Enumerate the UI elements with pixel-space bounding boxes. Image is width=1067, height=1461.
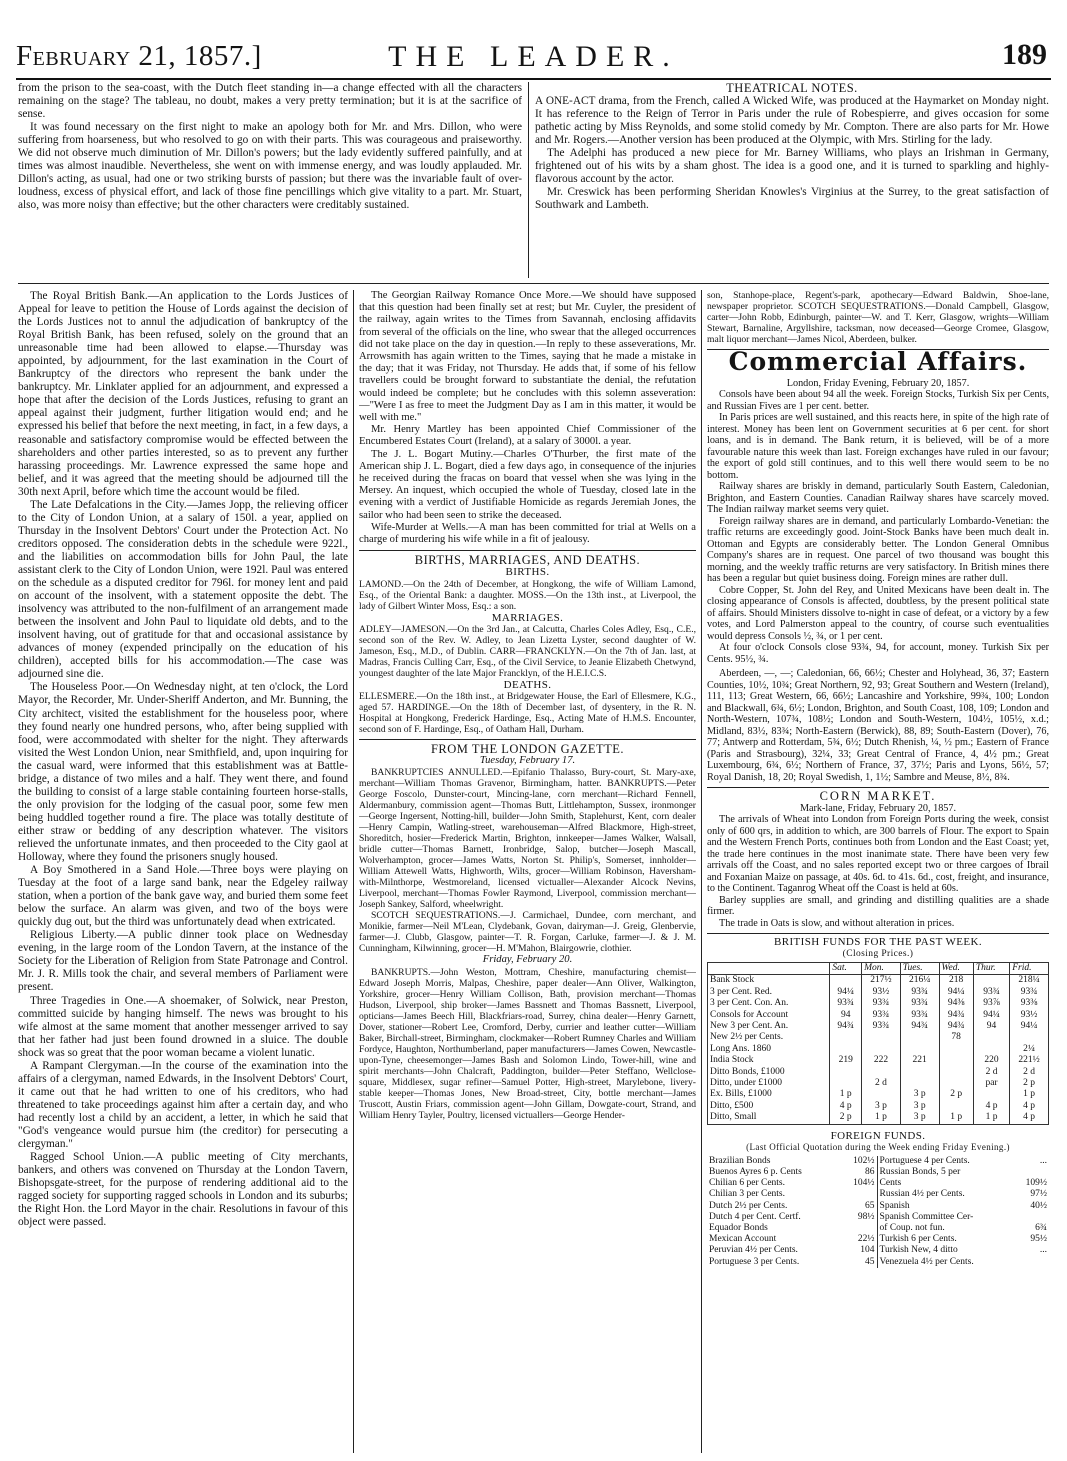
column-divider: [701, 290, 702, 1453]
price-cell: 94¼: [830, 987, 862, 998]
price-cell: 102½: [841, 1156, 877, 1167]
news-item: The J. L. Bogart Mutiny.—Charles O'Thurber, the first mate of the American ship J. L. Bogart, died a few days ago, in consequence of the injuries he received during the fracas on board that vessel when she was lying in the Mersey. An inquest, which occupied the whole of Tuesday, closed late in the evening with a verdict of Justifiable Homicide as regards Jeremiah Jones, the sailor who had been seen to strike the deceased.: [359, 448, 696, 521]
price-cell: 40½: [1030, 1200, 1047, 1211]
table-row: [708, 1078, 1049, 1089]
market-report: Foreign railway shares are in demand, and particularly Lombardo-Venetian: the traffic returns are exceedingly good. Joint-Stock Banks have been much dealt in. Ottoman and Egypts are considerably better. The London General Omnibus Company's shares are in request. One parcel of two thousand was bought this morning, and the weekly traffic returns are very satisfactory. In British mines there has been a regular but quiet business doing. Foreign mines are rather dull.: [707, 515, 1049, 584]
price-cell: 93¾: [900, 1010, 939, 1021]
price-cell: [1014, 1212, 1049, 1223]
price-cell: [939, 1044, 973, 1055]
fund-name-cell: Consols for Account: [708, 1010, 830, 1021]
market-report: Railway shares are briskly in demand, particularly South Eastern, Caledonian, Brighton, and Eastern Counties. Canadian Railway shares have scarcely moved. The Indian railway market seems very quiet.: [707, 481, 1049, 515]
table-row: [708, 1067, 1049, 1078]
table-row: [708, 1032, 1049, 1043]
corn-market-dateline: Mark-lane, Friday, February 20, 1857.: [799, 802, 957, 814]
news-item: Three Tragedies in One.—A shoemaker, of Solwick, near Preston, committed suicide by hanging himself. The news was brought to his wife almost at the same moment that another messenger arrived to say that her father had just been found drowned in a sluice. The double shock was so great that the poor woman became a violent lunatic.: [18, 994, 348, 1059]
fund-name-cell: of Coup. not fun.: [879, 1222, 945, 1233]
price-cell: 1 p: [939, 1112, 973, 1124]
price-cell: 221: [900, 1055, 939, 1066]
table-row: [707, 1234, 1049, 1245]
table-row: [708, 975, 1049, 987]
section-rule: [707, 933, 1049, 934]
column-header: Mon.: [862, 963, 901, 975]
price-cell: [900, 1067, 939, 1078]
price-cell: 94¾: [830, 1021, 862, 1032]
price-cell: 1 p: [830, 1089, 862, 1100]
price-cell: 94¾: [939, 1021, 973, 1032]
price-cell: ...: [1039, 1155, 1047, 1166]
british-funds-rows: [708, 975, 1049, 1124]
news-column-3: [707, 290, 1049, 1453]
fund-name-cell: Dutch 2½ per Cents.: [709, 1200, 788, 1211]
price-cell: 86: [841, 1167, 877, 1178]
price-cell: 93⅜: [1010, 998, 1049, 1009]
price-cell: 2 d: [1010, 1067, 1049, 1078]
table-row: [708, 1044, 1049, 1055]
price-cell: [1014, 1257, 1049, 1268]
fund-name-cell: Buenos Ayres 6 p. Cents: [709, 1166, 802, 1177]
gazette-notices: BANKRUPTCIES ANNULLED.—Epifanio Thalasso, Bury-court, St. Mary-axe, merchant—William Thomas Gravenor, Birmingham, hatter. BANKRUPTS.—Peter George Foscolo, Dunster-court, Mincing-lane, corn merchant—Richard Fennell, Aldermanbury, commission agent—Thomas Butt, Littlehampton, Sussex, ironmonger—George Ingersent, Notting-hill, builder—John Smith, Staplehurst, Kent, corn dealer—Henry Campin, Watling-street, warehouseman—Alfred Blackmore, High-street, Shoreditch, hosier—Frederick Martin, Brighton, innkeeper—James Walker, Walsall, bridle cutter—Thomas Barnett, Ironbridge, Salop, butcher—Joseph Mascall, Wolverhampton, grocer—James Watts, Norton St. Philip's, Somerset, innholder—William Attewell Watts, Highworth, Wilts, grocer—William Robinson, Haversham-with-Milnthorpe, Westmoreland, licensed victualler—Alexander Alcock Nevins, Liverpool, merchant—Thomas Fowler Raymond, Liverpool, commission merchant—Joseph Sankey, Salford, wheelwright.: [359, 767, 696, 911]
column-header: Wed.: [939, 963, 973, 975]
drama-review-continuation: [18, 82, 522, 278]
british-funds-heading: BRITISH FUNDS FOR THE PAST WEEK.: [774, 936, 982, 948]
table-row: [708, 987, 1049, 998]
commercial-affairs-heading: Commercial Affairs.: [728, 347, 1028, 376]
price-cell: 4 p: [1010, 1101, 1049, 1112]
market-report: In Paris prices are well sustained, and this reacts here, in spite of the high rate of interest. Money has been lent on Government securities at 6 per cent. for short loans, and is in demand. The Bank return, it is believed, will be of a more favourable nature this week than last. Foreign exchanges have ruled in our favour; the export of gold still continues, and to this well there would seem to be no bottom.: [707, 412, 1049, 481]
table-row: [707, 1257, 1049, 1268]
paragraph: A ONE-ACT drama, from the French, called A Wicked Wife, was produced at the Haymarket on Monday night. It has reference to the Reign of Terror in Paris under the rule of Robespierre, and gives occasion for some pathetic acting by Miss Reynolds, and some stolid comedy by Mr. Compton. There are also parts for Mr. Howe and Mr. Rogers.—Another version has been produced at the Olympic, with Mrs. Stirling for the lady.: [535, 95, 1049, 147]
price-cell: [973, 975, 1009, 987]
price-cell: 104: [841, 1245, 877, 1256]
price-cell: par: [973, 1078, 1009, 1089]
market-report: At four o'clock Consols close 93¾, 94, for account, money. Turkish Six per Cents. 95½, ¾.: [707, 642, 1049, 665]
fund-name-cell: Turkish 6 per Cents.: [879, 1234, 957, 1245]
price-cell: [862, 1089, 901, 1100]
price-cell: 4 p: [830, 1101, 862, 1112]
news-item: Wife-Murder at Wells.—A man has been committed for trial at Wells on a charge of murdering his wife while in a fit of jealousy.: [359, 521, 696, 546]
price-cell: [830, 1078, 862, 1089]
theatrical-notes: [535, 82, 1049, 278]
news-column-1: [18, 290, 348, 1453]
fund-name-cell: India Stock: [708, 1055, 830, 1066]
section-rule: [359, 739, 696, 740]
price-cell: [830, 975, 862, 987]
deaths-heading: DEATHS.: [503, 678, 552, 691]
price-cell: 93¾: [862, 998, 901, 1009]
price-cell: 94¾: [900, 1021, 939, 1032]
price-cell: 2 p: [830, 1112, 862, 1124]
price-cell: 94: [830, 1010, 862, 1021]
table-row: [707, 1178, 1049, 1189]
news-item: Mr. Henry Martley has been appointed Chief Commissioner of the Encumbered Estates Court (Ireland), at a salary of 3000l. a year.: [359, 424, 696, 448]
foreign-funds-rows: [707, 1156, 1049, 1268]
foreign-funds-table: [707, 1156, 1049, 1268]
price-cell: [900, 1044, 939, 1055]
price-cell: 3 p: [900, 1101, 939, 1112]
fund-name-cell: Russian 4½ per Cents.: [879, 1189, 965, 1200]
fund-name-cell: Mexican Account: [709, 1234, 777, 1245]
deaths-notices: ELLESMERE.—On the 18th inst., at Bridgewater House, the Earl of Ellesmere, K.G., aged 57. HARDINGE.—On the 18th of December last, of dysentery, in the R. N. Hospital at Hongkong, Frederick Hardinge, Esq., Acting Mate of H.M.S. Encounter, second son of F. Hardinge, Esq., of Oatham Hall, Durham.: [359, 691, 696, 736]
fund-name-cell: Equador Bonds: [709, 1222, 768, 1233]
price-cell: [830, 1032, 862, 1043]
price-cell: 1 p: [973, 1112, 1009, 1124]
column-header: Frid.: [1010, 963, 1049, 975]
column-divider: [528, 82, 529, 278]
table-row: [707, 1189, 1049, 1200]
british-funds-subheading: (Closing Prices.): [842, 948, 914, 959]
news-item: Ragged School Union.—A public meeting of City merchants, bankers, and others was convened on Thursday at the London Tavern, Bishopsgate-street, for the purpose of rendering additional aid to the ragged society for supporting ragged schools in London and its suburbs; the Right Hon. the Lord Mayor in the chair. Resolutions in favour of this object were passed.: [18, 1151, 348, 1229]
price-cell: 3 p: [900, 1089, 939, 1100]
price-cell: 94¾: [939, 1010, 973, 1021]
table-row: [707, 1223, 1049, 1234]
fund-name-cell: Portuguese 4 per Cents.: [879, 1155, 970, 1166]
market-report: Cobre Copper, St. John del Rey, and United Mexicans have been dealt in. The closing appearance of Consols is affected, doubtless, by the present political state of affairs. Should Ministers dissolve to-night in case of defeat, or a victory by a few votes, and Lord Palmerston appeal to the country, of course such eventualities would depress Consols ½, ¾, or 1 per cent.: [707, 584, 1049, 642]
price-cell: 2 d: [973, 1067, 1009, 1078]
price-cell: 104½: [841, 1178, 877, 1189]
price-cell: 4 p: [1010, 1112, 1049, 1124]
price-cell: [1014, 1167, 1049, 1178]
news-item: Religious Liberty.—A public dinner took place on Wednesday evening, in the large room of the London Tavern, at the instance of the Society for the Liberation of Religion from State Patronage and Control. Mr. J. R. Mills took the chair, and several members of Parliament were present.: [18, 929, 348, 994]
table-row: [707, 1212, 1049, 1223]
price-cell: [862, 1067, 901, 1078]
gazette-continuation: son, Stanhope-place, Regent's-park, apothecary—Edward Baldwin, Shoe-lane, newspaper proprietor. SCOTCH SEQUESTRATIONS.—Donald Campbell, Glasgow, carter—John Robb, Edinburgh, painter—W. and T. Kerr, Glasgow, wrights—William Stewart, Barnaline, Argyllshire, tacksman, now deceased—George Cromee, Glasgow, malt liquor merchant—James Nicol, Aberdeen, bulker.: [707, 290, 1049, 345]
news-item: A Rampant Clergyman.—In the course of the examination into the affairs of a clergyman, named Edwards, in the Insolvent Debtors' Court, it came out that he had written to one of his creditors, who had threatened to take proceedings against him after a certain day, and who had recently lost a child by an accident, a letter, in which he said that "God's vengeance would pursue him (the creditor) for persecuting a clergyman.": [18, 1059, 348, 1151]
price-cell: 218¼: [1010, 975, 1049, 987]
price-cell: [841, 1223, 877, 1234]
price-cell: 222: [862, 1055, 901, 1066]
section-heading: THEATRICAL NOTES.: [726, 82, 858, 95]
fund-name-cell: Chilian 6 per Cents.: [709, 1178, 785, 1189]
fund-name-cell: Ditto, Small: [708, 1112, 830, 1124]
issue-date: February 21, 1857.]: [16, 40, 262, 72]
price-cell: 93½: [1010, 1010, 1049, 1021]
table-row: [707, 1167, 1049, 1178]
gazette-date: Tuesday, February 17.: [479, 755, 576, 767]
price-cell: 109½: [1025, 1178, 1047, 1189]
news-item: The Georgian Railway Romance Once More.—We should have supposed that this question had been finally set at rest; but Mr. Cuyler, the president of the railway, again writes to the Times from Savannah, enclosing affidavits from several of the officials on the line, who swear that the alleged occurrences did not take place on the day in question.—In reply to these asseverations, Mr. Arrowsmith has again written to the Times, saying that he made a mistake in the day; that it was Friday, not Thursday. He adds that, if some of his fellow travellers could be brought forward to substantiate the denial, the refutation would indeed be complete; but he concludes with this solemn asseveration:—"Were I as free to meet the Judgment Day as I am in this matter, it would be well with me.": [359, 290, 696, 424]
price-cell: 217½: [862, 975, 901, 987]
bmd-heading: BIRTHS, MARRIAGES, AND DEATHS.: [414, 553, 641, 568]
table-row: [708, 1101, 1049, 1112]
price-cell: 45: [841, 1257, 877, 1268]
fund-name-cell: New 3 per Cent. An.: [708, 1021, 830, 1032]
marriages-heading: MARRIAGES.: [491, 611, 564, 624]
table-row: [708, 1089, 1049, 1100]
price-cell: [841, 1189, 877, 1200]
column-header: Thur.: [973, 963, 1009, 975]
page-number: 189: [1002, 38, 1047, 71]
table-row: [707, 1245, 1049, 1256]
market-report: Consols have been about 94 all the week. Foreign Stocks, Turkish Six per Cents, and Russian Fives are 1 per cent. better.: [707, 389, 1049, 412]
price-cell: 2 p: [1010, 1078, 1049, 1089]
paragraph: Mr. Creswick has been performing Sheridan Knowles's Virginius at the Surrey, to the great satisfaction of Southwark and Lambeth.: [535, 186, 1049, 212]
price-cell: [973, 1089, 1009, 1100]
price-cell: [900, 1032, 939, 1043]
price-cell: 1 p: [1010, 1089, 1049, 1100]
column-header: [708, 963, 830, 975]
table-row: [708, 1055, 1049, 1066]
fund-name-cell: Brazilian Bonds: [709, 1155, 771, 1166]
marriages-notices: ADLEY—JAMESON.—On the 3rd Jan., at Calcutta, Charles Coles Adley, Esq., C.E., second son of the Rev. W. Adley, to Jean Lizetta Lyster, second daughter of W. Jameson, Esq., M.D., of Dublin. CARR—FRANCKLYN.—On the 7th of Jan. last, at Madras, Francis Culling Carr, Esq., of the Civil Service, to Jeanie Elizabeth Chetwynd, youngest daughter of the late Major Francklyn, of the H.E.I.C.S.: [359, 623, 696, 679]
price-cell: 2 p: [939, 1089, 973, 1100]
price-cell: 94¼: [939, 987, 973, 998]
railway-prices: Aberdeen, —, —; Caledonian, 66, 66½; Chester and Holyhead, 36, 37; Eastern Counties, 10½, 10¾; Great Northern, 92, 93; Great Southern and Western (Ireland), 111, 113; Great Western, 66, 66½; Lancashire and Yorkshire, 99¾, 100; London and Blackwall, 6¾, 6½; London, Brighton, and South Coast, 108, 109; London and North-Western, 107¾, 108½; London and South-Western, 104½, 105½, x.d.; Midland, 83½, 83¾; North-Eastern (Berwick), 88, 89; South-Eastern (Dover), 76, 77; Antwerp and Rotterdam, 5¾, 6½; Dutch Rhenish, ¼, ½ pm.; Eastern of France (Paris and Strasbourg), 32¼, 33; Great Central of France, 4, 4½ pm.; Great Luxembourg, 6¾, 6½; Northern of France, 37, 37½; Paris and Lyons, 56½, 57; Royal Danish, 18, 20; Royal Swedish, 1, 1½; Sambre and Meuse, 8½, 8¾.: [707, 668, 1049, 783]
fund-name-cell: Venezuela 4½ per Cents.: [879, 1256, 974, 1267]
news-item: The Houseless Poor.—On Wednesday night, at ten o'clock, the Lord Mayor, the Recorder, Mr. Under-Sheriff Anderton, and Mr. Bunning, the City architect, visited the establishment for the houseless poor, where they found nearly one hundred persons, who, after being supplied with food, were accommodated with shelter for the night. They afterwards visited the West London Union, near Smithfield, and, upon inquiring for the casual ward, were informed that this establishment was at Battle-bridge, a distance of two miles and a half. They went there, and found the building to consist of a large stable containing fourteen horse-stalls, the only provision for the lodging of the casual poor, some few men being huddled together round a fire. The place was totally destitute of either straw or bedding of any description whatever. The visitors relieved the unfortunate inmates, and then proceeded to the City gaol at Holloway, where they found the prisoners snugly housed.: [18, 681, 348, 864]
price-cell: 95½: [1030, 1234, 1047, 1245]
price-cell: 94¼: [1010, 1021, 1049, 1032]
price-cell: [830, 1044, 862, 1055]
corn-report: The trade in Oats is slow, and without alteration in prices.: [719, 917, 955, 929]
table-row: [708, 1112, 1049, 1124]
price-cell: [900, 1078, 939, 1089]
gazette-heading: FROM THE LONDON GAZETTE.: [430, 742, 624, 757]
price-cell: 1 p: [862, 1112, 901, 1124]
corn-report: The arrivals of Wheat into London from Foreign Ports during the week, consist only of 600 qrs, in addition to which, are 300 barrels of Flour. The export to Spain and the Western French Ports, continues both from London and the East Coast; yet, the trade here continues in the most inanimate state. There have been very few arrivals off the Coast, and no sales reported except two or three cargoes of Ibrail and Foxanian Maize on passage, at 40s. 6d. to 41s. 6d., cost, freight, and insurance, to the Continent. Taganrog Wheat off the Coast is held at 60s.: [707, 814, 1049, 894]
fund-name-cell: Ditto Bonds, £1000: [708, 1067, 830, 1078]
price-cell: 93¾: [862, 1021, 901, 1032]
fund-name-cell: New 2½ per Cents.: [708, 1032, 830, 1043]
fund-name-cell: Portuguese 3 per Cents.: [709, 1256, 800, 1267]
price-cell: 97½: [1030, 1189, 1047, 1200]
price-cell: 216¼: [900, 975, 939, 987]
price-cell: [973, 1044, 1009, 1055]
table-row: [707, 1201, 1049, 1212]
column-divider: [353, 290, 354, 1453]
fund-name-cell: 3 per Cent. Con. An.: [708, 998, 830, 1009]
price-cell: [862, 1032, 901, 1043]
gazette-notices: BANKRUPTS.—John Weston, Mottram, Cheshire, manufacturing chemist—Edward Joseph Morris, Malpas, Cheshire, paper dealer—Ann Oliver, Walkington, Yorkshire, grocer—Henry William Collison, Bath, provision merchant—Thomas Hudson, Liverpool, ship broker—James Bassnett and Thomas Bassnett, Liverpool, opticians—James Beech Hill, Blackfriars-road, Surrey, china dealer—Henry Garnett, Dover, stationer—Robert Lee, Cromford, Derby, currier and leather cutter—William Baker, Birchall-street, Birmingham, clockmaker—Robert Rumney Charles and William Fordyce, Haughton, Northumberland, paper manufacturers—James Cowen, Newcastle-upon-Tyne, cheesemonger—James Bash and Solomon Lindo, Tower-hill, wine and spirit merchants—John Chalcraft, Paddington, builder—Peter Steffano, Wellclose-square, Middlesex, sugar refiner—Samuel Potter, High-street, Marylebone, livery-stable keeper—Thomas Jones, New Broad-street, City, bottle merchant—James Truscott, Austin Friars, commission agent—John Gillam, Dowgate-court, Strand, and William Henry Tayler, Poultry, licensed victuallers—George Hender-: [359, 966, 696, 1121]
fund-name-cell: Bank Stock: [708, 975, 830, 987]
column-header: Sat.: [830, 963, 862, 975]
news-item: A Boy Smothered in a Sand Hole.—Three boys were playing on Tuesday at the foot of a large sand bank, near the Edgeley railway station, when a portion of the bank gave way, and buried them some feet below the surface. An alarm was given, and two of the boys were quickly dug out, but the third was unfortunately dead when extricated.: [18, 864, 348, 929]
price-cell: 220: [973, 1055, 1009, 1066]
price-cell: [1010, 1032, 1049, 1043]
price-cell: 93½: [862, 987, 901, 998]
price-cell: 3 p: [862, 1101, 901, 1112]
price-cell: 65: [841, 1201, 877, 1212]
table-header-row: [708, 963, 1049, 975]
fund-name-cell: Spanish: [879, 1200, 910, 1211]
price-cell: 94⅜: [939, 998, 973, 1009]
band-divider: [18, 283, 1049, 284]
news-item: The Late Defalcations in the City.—James Jopp, the relieving officer to the City of London Union, at a salary of 150l. a year, applied on Thursday in the Insolvent Debtors' Court under the Protection Act. No creditors opposed. The consideration debts in the schedule were 922l., and the liabilities on accommodation bills for John Paul, the late assistant clerk to the City of London Union, were 192l. Paul was entered on the schedule as a disputed creditor for 796l. for money lent and paid on account of the insolvent, with a statement opposite the debt. The insolvency was attributed to the non-fulfilment of an arrangement made between the insolvent and John Paul to liquidate old debts, and to the insolvent having, out of gratitude for that and occasional assistance by advances of money (expended principally on the education of his children), accepted bills for his accommodation.—The case was adjourned sine die.: [18, 498, 348, 681]
price-cell: 219: [830, 1055, 862, 1066]
price-cell: 3 p: [900, 1112, 939, 1124]
price-cell: 22½: [841, 1234, 877, 1245]
price-cell: 78: [939, 1032, 973, 1043]
fund-name-cell: Ex. Bills, £1000: [708, 1089, 830, 1100]
price-cell: [939, 1055, 973, 1066]
price-cell: [830, 1067, 862, 1078]
news-column-2: [359, 290, 696, 1453]
price-cell: 93⅞: [973, 998, 1009, 1009]
masthead: [16, 8, 1051, 80]
price-cell: [862, 1044, 901, 1055]
section-rule: [359, 550, 696, 551]
paragraph: It was found necessary on the first night to make an apology both for Mr. and Mrs. Dillon, who were suffering from hoarseness, but who resolved to go on with their parts. This was courageous and praiseworthy. We did not observe much diminution of Mr. Dillon's powers; but the lady evidently suffered painfully, and at times was almost inaudible. Nevertheless, she went on with immense energy, and was loudly applauded. Mr. Dillon's acting, as usual, had one or two striking bursts of passion; but there was the invariable fault of over-loudness, excess of physical effort, and lack of those fine pencillings which give vitality to a part. Mr. Stuart, also, was more noisy than effective; but the other characters were creditably sustained.: [18, 121, 522, 212]
price-cell: 93¾: [830, 998, 862, 1009]
price-cell: 93¾: [862, 1010, 901, 1021]
births-notices: LAMOND.—On the 24th of December, at Hongkong, the wife of William Lamond, Esq., of the Oriental Bank: a daughter. MOSS.—On the 13th inst., at Liverpool, the lady of Gilbert Winter Moss, Esq.: a son.: [359, 578, 696, 612]
price-cell: 98½: [841, 1212, 877, 1223]
fund-name-cell: Ditto, under £1000: [708, 1078, 830, 1089]
price-cell: [939, 1067, 973, 1078]
price-cell: 6¾: [1035, 1222, 1047, 1233]
paragraph: from the prison to the sea-coast, with the Dutch fleet standing in—a change effected with all the characters remaining on the stage? The tableau, no doubt, makes a very pretty termination; but it is at the sacrifice of sense.: [18, 82, 522, 121]
table-row: [708, 1010, 1049, 1021]
births-heading: BIRTHS.: [505, 566, 550, 579]
fund-name-cell: 3 per Cent. Red.: [708, 987, 830, 998]
fund-name-cell: Turkish New, 4 ditto: [879, 1245, 958, 1256]
price-cell: 221½: [1010, 1055, 1049, 1066]
column-header: Tues.: [900, 963, 939, 975]
foreign-funds-heading: FOREIGN FUNDS.: [830, 1129, 926, 1142]
publication-title: THE LEADER.: [388, 40, 679, 73]
table-row: [708, 1021, 1049, 1032]
british-funds-table: [707, 962, 1049, 1125]
fund-name-cell: Cents: [879, 1178, 902, 1189]
fund-name-cell: Dutch 4 per Cent. Certf.: [709, 1211, 801, 1222]
price-cell: [973, 1032, 1009, 1043]
table-row: [707, 1156, 1049, 1167]
price-cell: ...: [1039, 1245, 1047, 1256]
news-item: The Royal British Bank.—An application to the Lords Justices of Appeal for leave to petition the House of Lords against the decision of the Lords Justices not to annul the adjudication of bankruptcy of the Royal British Bank, has been refused, solely on the ground that an unreasonable time had been allowed to elapse.—Thursday was appointed, by adjournment, for the last examination in the Court of Bankruptcy of the directors who represent the bank under the bankruptcy. Mr. Linklater applied for an adjournment, and expressed a hope that after the decision of the Lords Justices, refusing to grant an appeal against their judgment, further litigation would end; and he expressed his belief that before the next meeting, in fact, in a few days, a reasonable and satisfactory compromise would be effected between the shareholders and other parties interested, so as to prevent any further harassing proceedings. Mr. Lawrence expressed the same hope and belief, and it was agreed that the meeting should be adjourned till the 30th next April, before which time the account would be filed.: [18, 290, 348, 498]
gazette-notices: SCOTCH SEQUESTRATIONS.—J. Carmichael, Dundee, corn merchant, and Monikie, farmer—Neil M'Lean, Clydebank, Govan, dairyman—J. Greig, Glenbervie, farmer—J. Clubb, Glasgow, painter—T. R. Forgan, Carluke, farmer—J. & J. M. Cunningham, Kilwinning, grocer—H. M'Mahon, Blairgowrie, clothier.: [359, 910, 696, 955]
commercial-dateline: London, Friday Evening, February 20, 1857.: [786, 377, 970, 389]
fund-name-cell: Russian Bonds, 5 per: [879, 1166, 961, 1177]
fund-name-cell: Ditto, £500: [708, 1101, 830, 1112]
corn-report: Barley supplies are small, and grinding and distilling qualities are a shade firmer.: [707, 894, 1049, 917]
price-cell: [939, 1078, 973, 1089]
price-cell: 93¾: [973, 987, 1009, 998]
price-cell: 93¾: [1010, 987, 1049, 998]
fund-name-cell: Long Ans. 1860: [708, 1044, 830, 1055]
price-cell: 94¼: [973, 1010, 1009, 1021]
price-cell: 218: [939, 975, 973, 987]
price-cell: 94: [973, 1021, 1009, 1032]
paragraph: The Adelphi has produced a new piece for Mr. Barney Williams, who plays an Irishman in Germany, frightened out of his wits by a sham ghost. The idea is a good one, and it is turned to sparkling and highly-flavorous account by the actor.: [535, 147, 1049, 186]
foreign-funds-subheading: (Last Official Quotation during the Week ending Friday Evening.): [746, 1142, 1010, 1153]
price-cell: 4 p: [973, 1101, 1009, 1112]
gazette-date: Friday, February 20.: [482, 954, 573, 966]
price-cell: 2 d: [862, 1078, 901, 1089]
corn-market-heading: CORN MARKET.: [819, 789, 937, 803]
fund-name-cell: Peruvian 4½ per Cents.: [709, 1245, 798, 1256]
fund-name-cell: Spanish Committee Cer-: [879, 1211, 974, 1222]
section-rule: [707, 787, 1049, 788]
table-row: [708, 998, 1049, 1009]
price-cell: 93¾: [900, 998, 939, 1009]
price-cell: [939, 1101, 973, 1112]
fund-name-cell: Chilian 3 per Cents.: [709, 1189, 785, 1200]
price-cell: 2¼: [1010, 1044, 1049, 1055]
price-cell: 93¾: [900, 987, 939, 998]
